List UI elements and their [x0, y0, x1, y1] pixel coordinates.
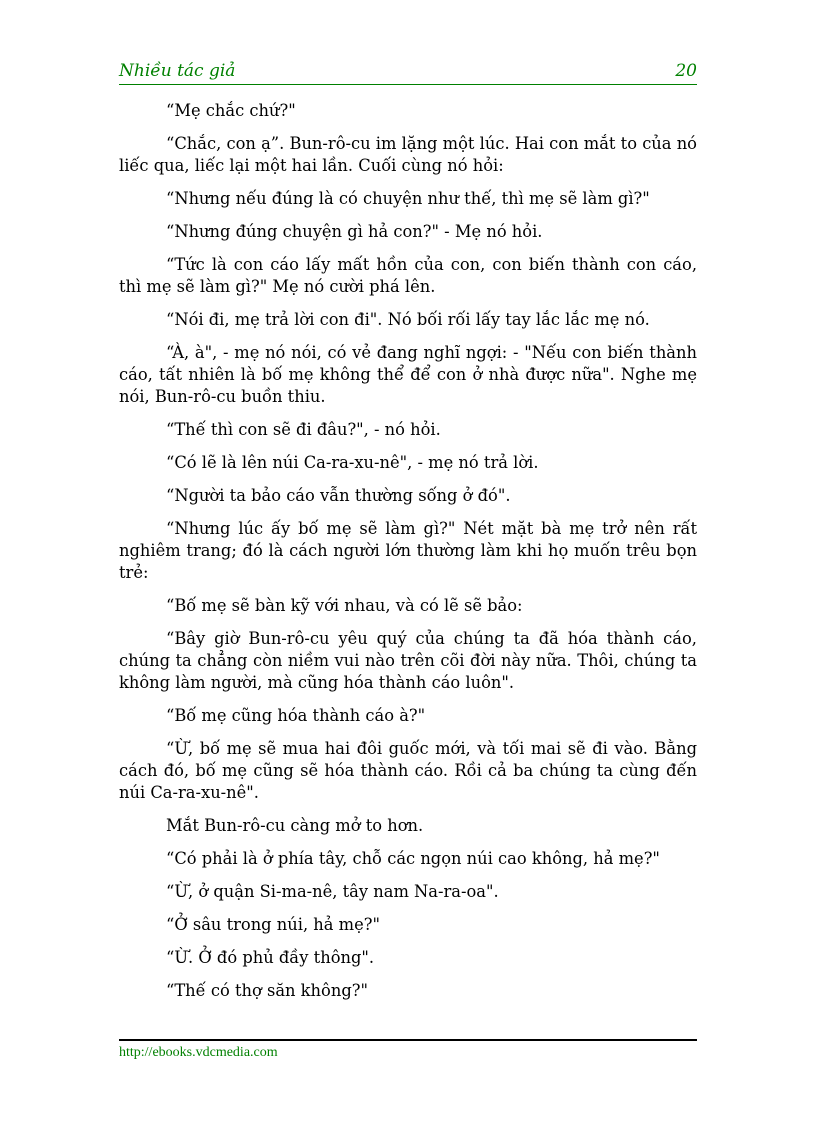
paragraph: “Ở sâu trong núi, hả mẹ?" [166, 915, 380, 934]
paragraph: “Bố mẹ sẽ bàn kỹ với nhau, và có lẽ sẽ bảo: [166, 596, 523, 615]
paragraph: Mắt Bun-rô-cu càng mở to hơn. [166, 816, 424, 835]
body-text [119, 100, 697, 1013]
paragraph: “Bố mẹ cũng hóa thành cáo à?" [166, 706, 426, 725]
page-number: 20 [675, 61, 697, 81]
running-header [119, 60, 697, 85]
paragraph: “Nói đi, mẹ trả lời con đi". Nó bối rối lấy tay lắc lắc mẹ nó. [166, 310, 650, 329]
book-author-title: Nhiều tác giả [119, 61, 236, 81]
footer-url-link[interactable]: http://ebooks.vdcmedia.com [119, 1045, 278, 1060]
paragraph: “Ừ, ở quận Si-ma-nê, tây nam Na-ra-oa". [166, 882, 499, 901]
paragraph: “Thế có thợ săn không?" [166, 981, 368, 1000]
footer-divider [119, 1039, 697, 1041]
paragraph: “Chắc, con ạ”. Bun-rô-cu im lặng một lúc. Hai con mắt to của nó liếc qua, liếc lại một hai lần. Cuối cùng nó hỏi: [119, 134, 697, 175]
paragraph: “Có lẽ là lên núi Ca-ra-xu-nê", - mẹ nó trả lời. [166, 453, 539, 472]
paragraph: “Ừ. Ở đó phủ đầy thông". [166, 948, 375, 967]
paragraph: “Người ta bảo cáo vẫn thường sống ở đó". [166, 486, 511, 505]
paragraph: “Bây giờ Bun-rô-cu yêu quý của chúng ta đã hóa thành cáo, chúng ta chẳng còn niềm vui nào trên cõi đời này nữa. Thôi, chúng ta không làm người, mà cũng hóa thành cáo luôn". [119, 629, 697, 692]
paragraph: “Nhưng lúc ấy bố mẹ sẽ làm gì?" Nét mặt bà mẹ trở nên rất nghiêm trang; đó là cách người lớn thường làm khi họ muốn trêu bọn trẻ: [119, 519, 697, 582]
paragraph: “Thế thì con sẽ đi đâu?", - nó hỏi. [166, 420, 441, 439]
paragraph: “Ừ, bố mẹ sẽ mua hai đôi guốc mới, và tối mai sẽ đi vào. Bằng cách đó, bố mẹ cũng sẽ hóa thành cáo. Rồi cả ba chúng ta cùng đến núi Ca-ra-xu-nê". [119, 739, 697, 802]
paragraph: “Có phải là ở phía tây, chỗ các ngọn núi cao không, hả mẹ?" [166, 849, 660, 868]
paragraph: “Nhưng nếu đúng là có chuyện như thế, thì mẹ sẽ làm gì?" [166, 189, 650, 208]
paragraph: “Tức là con cáo lấy mất hồn của con, con biến thành con cáo, thì mẹ sẽ làm gì?" Mẹ nó cười phá lên. [119, 255, 697, 296]
paragraph: “Mẹ chắc chứ?" [166, 101, 296, 120]
paragraph: “Nhưng đúng chuyện gì hả con?" - Mẹ nó hỏi. [166, 222, 543, 241]
paragraph: “À, à", - mẹ nó nói, có vẻ đang nghĩ ngợi: - "Nếu con biến thành cáo, tất nhiên là bố mẹ không thể để con ở nhà được nữa". Nghe mẹ nói, Bun-rô-cu buồn thiu. [119, 343, 697, 406]
